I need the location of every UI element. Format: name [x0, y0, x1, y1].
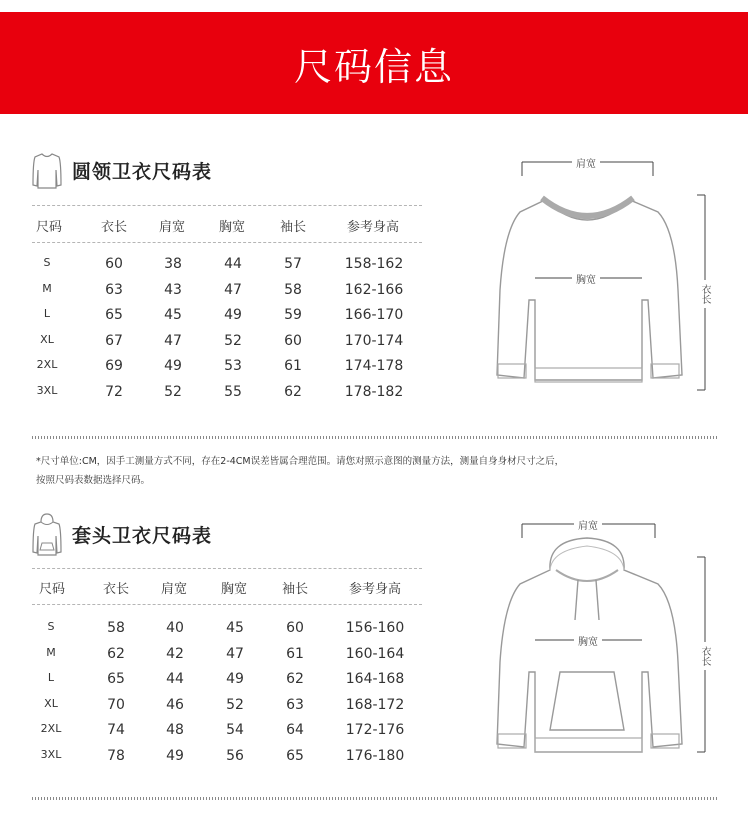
value-cell: 65 [105, 307, 123, 323]
diagram-chest-label: 胸宽 [574, 633, 602, 648]
header-chest: 胸宽 [218, 220, 246, 235]
divider [32, 568, 422, 569]
diagram-shoulder-label: 肩宽 [574, 517, 602, 532]
header-height: 参考身高 [348, 582, 402, 597]
table-row [0, 358, 440, 378]
table-row [0, 384, 440, 404]
sweatshirt-icon [32, 150, 62, 190]
value-cell: 49 [224, 307, 242, 323]
value-cell: 56 [226, 747, 244, 764]
value-cell: 69 [105, 358, 123, 374]
value-cell: 43 [164, 281, 182, 298]
divider [32, 205, 422, 206]
value-cell: 42 [166, 645, 184, 662]
hoodie-section-header [32, 512, 212, 556]
value-cell: 45 [164, 307, 182, 323]
value-cell: 52 [224, 332, 242, 349]
value-cell: 44 [166, 671, 184, 687]
divider [32, 604, 422, 605]
header-length: 衣长 [102, 582, 130, 597]
size-cell: 3XL [36, 383, 58, 397]
value-cell: 64 [286, 722, 304, 738]
header-shoulder: 肩宽 [158, 220, 186, 235]
value-cell: 65 [286, 747, 304, 764]
size-cell: M [42, 281, 52, 295]
table-row [0, 307, 440, 327]
value-cell: 158-162 [344, 256, 404, 272]
title-banner [0, 12, 748, 114]
value-cell: 160-164 [345, 645, 405, 662]
value-cell: 72 [105, 383, 123, 400]
diagram-length-label: 衣长 [697, 642, 712, 670]
value-cell: 52 [226, 696, 244, 713]
value-cell: 168-172 [345, 696, 405, 713]
table-row [0, 722, 440, 742]
value-cell: 49 [226, 671, 244, 687]
hoodie-measurement-diagram [490, 512, 730, 772]
size-note-line1: *尺寸单位:CM，因手工测量方式不同，存在2-4CM误差皆属合理范围。请您对照示意图的测量方法，测量自身身材尺寸之后， [36, 456, 565, 467]
table-row [0, 697, 440, 717]
value-cell: 49 [166, 747, 184, 764]
table-row [0, 282, 440, 302]
value-cell: 162-166 [344, 281, 404, 298]
table-row [0, 646, 440, 666]
diagram-shoulder-label: 肩宽 [572, 155, 600, 170]
header-sleeve: 袖长 [279, 220, 307, 235]
value-cell: 40 [166, 620, 184, 636]
table-row [0, 620, 440, 640]
size-cell: 2XL [36, 358, 58, 371]
header-height: 参考身高 [346, 220, 400, 235]
size-cell: XL [40, 332, 54, 346]
value-cell: 59 [284, 307, 302, 323]
size-cell: 2XL [40, 722, 62, 735]
value-cell: 63 [105, 281, 123, 298]
value-cell: 44 [224, 256, 242, 272]
table-row [0, 333, 440, 353]
value-cell: 47 [224, 281, 242, 298]
value-cell: 67 [105, 332, 123, 349]
header-sleeve: 袖长 [281, 582, 309, 597]
header-chest: 胸宽 [220, 582, 248, 597]
value-cell: 63 [286, 696, 304, 713]
header-size: 尺码 [35, 220, 63, 235]
value-cell: 78 [107, 747, 125, 764]
value-cell: 170-174 [344, 332, 404, 349]
value-cell: 176-180 [345, 747, 405, 764]
section-separator [32, 436, 718, 439]
size-note-line2: 按照尺码表数据选择尺码。 [36, 475, 151, 486]
diagram-chest-label: 胸宽 [572, 271, 600, 286]
value-cell: 45 [226, 620, 244, 636]
crew-table-title: 圆领卫衣尺码表 [72, 160, 213, 183]
hoodie-table-header [0, 578, 440, 598]
value-cell: 52 [164, 383, 182, 400]
size-cell: L [47, 671, 55, 684]
size-cell: L [43, 307, 51, 320]
value-cell: 172-176 [345, 722, 405, 738]
header-shoulder: 肩宽 [160, 582, 188, 597]
value-cell: 49 [164, 358, 182, 374]
page-title: 尺码信息 [293, 44, 454, 89]
value-cell: 61 [286, 645, 304, 662]
value-cell: 178-182 [344, 383, 404, 400]
value-cell: 166-170 [344, 307, 404, 323]
value-cell: 164-168 [345, 671, 405, 687]
size-cell: XL [44, 696, 58, 710]
value-cell: 61 [284, 358, 302, 374]
value-cell: 55 [224, 383, 242, 400]
value-cell: 60 [286, 620, 304, 636]
value-cell: 46 [166, 696, 184, 713]
header-size: 尺码 [38, 582, 66, 597]
value-cell: 47 [164, 332, 182, 349]
value-cell: 62 [107, 645, 125, 662]
value-cell: 62 [286, 671, 304, 687]
value-cell: 47 [226, 645, 244, 662]
value-cell: 58 [284, 281, 302, 298]
divider [32, 242, 422, 243]
size-cell: 3XL [40, 747, 62, 761]
value-cell: 53 [224, 358, 242, 374]
value-cell: 74 [107, 722, 125, 738]
value-cell: 60 [105, 256, 123, 272]
value-cell: 54 [226, 722, 244, 738]
table-row [0, 748, 440, 768]
section-separator [32, 797, 718, 800]
value-cell: 58 [107, 620, 125, 636]
value-cell: 70 [107, 696, 125, 713]
value-cell: 62 [284, 383, 302, 400]
crew-section-header [32, 150, 212, 190]
size-cell: M [46, 645, 56, 659]
value-cell: 65 [107, 671, 125, 687]
hoodie-icon [32, 512, 62, 556]
value-cell: 156-160 [345, 620, 405, 636]
table-row [0, 256, 440, 276]
value-cell: 174-178 [344, 358, 404, 374]
size-cell: S [47, 620, 55, 633]
crew-table-header [0, 216, 440, 236]
size-cell: S [43, 256, 51, 269]
value-cell: 38 [164, 256, 182, 272]
hoodie-table-title: 套头卫衣尺码表 [72, 524, 213, 547]
diagram-length-label: 衣长 [697, 280, 712, 308]
value-cell: 48 [166, 722, 184, 738]
crew-measurement-diagram [490, 150, 730, 410]
value-cell: 60 [284, 332, 302, 349]
header-length: 衣长 [100, 220, 128, 235]
table-row [0, 671, 440, 691]
value-cell: 57 [284, 256, 302, 272]
